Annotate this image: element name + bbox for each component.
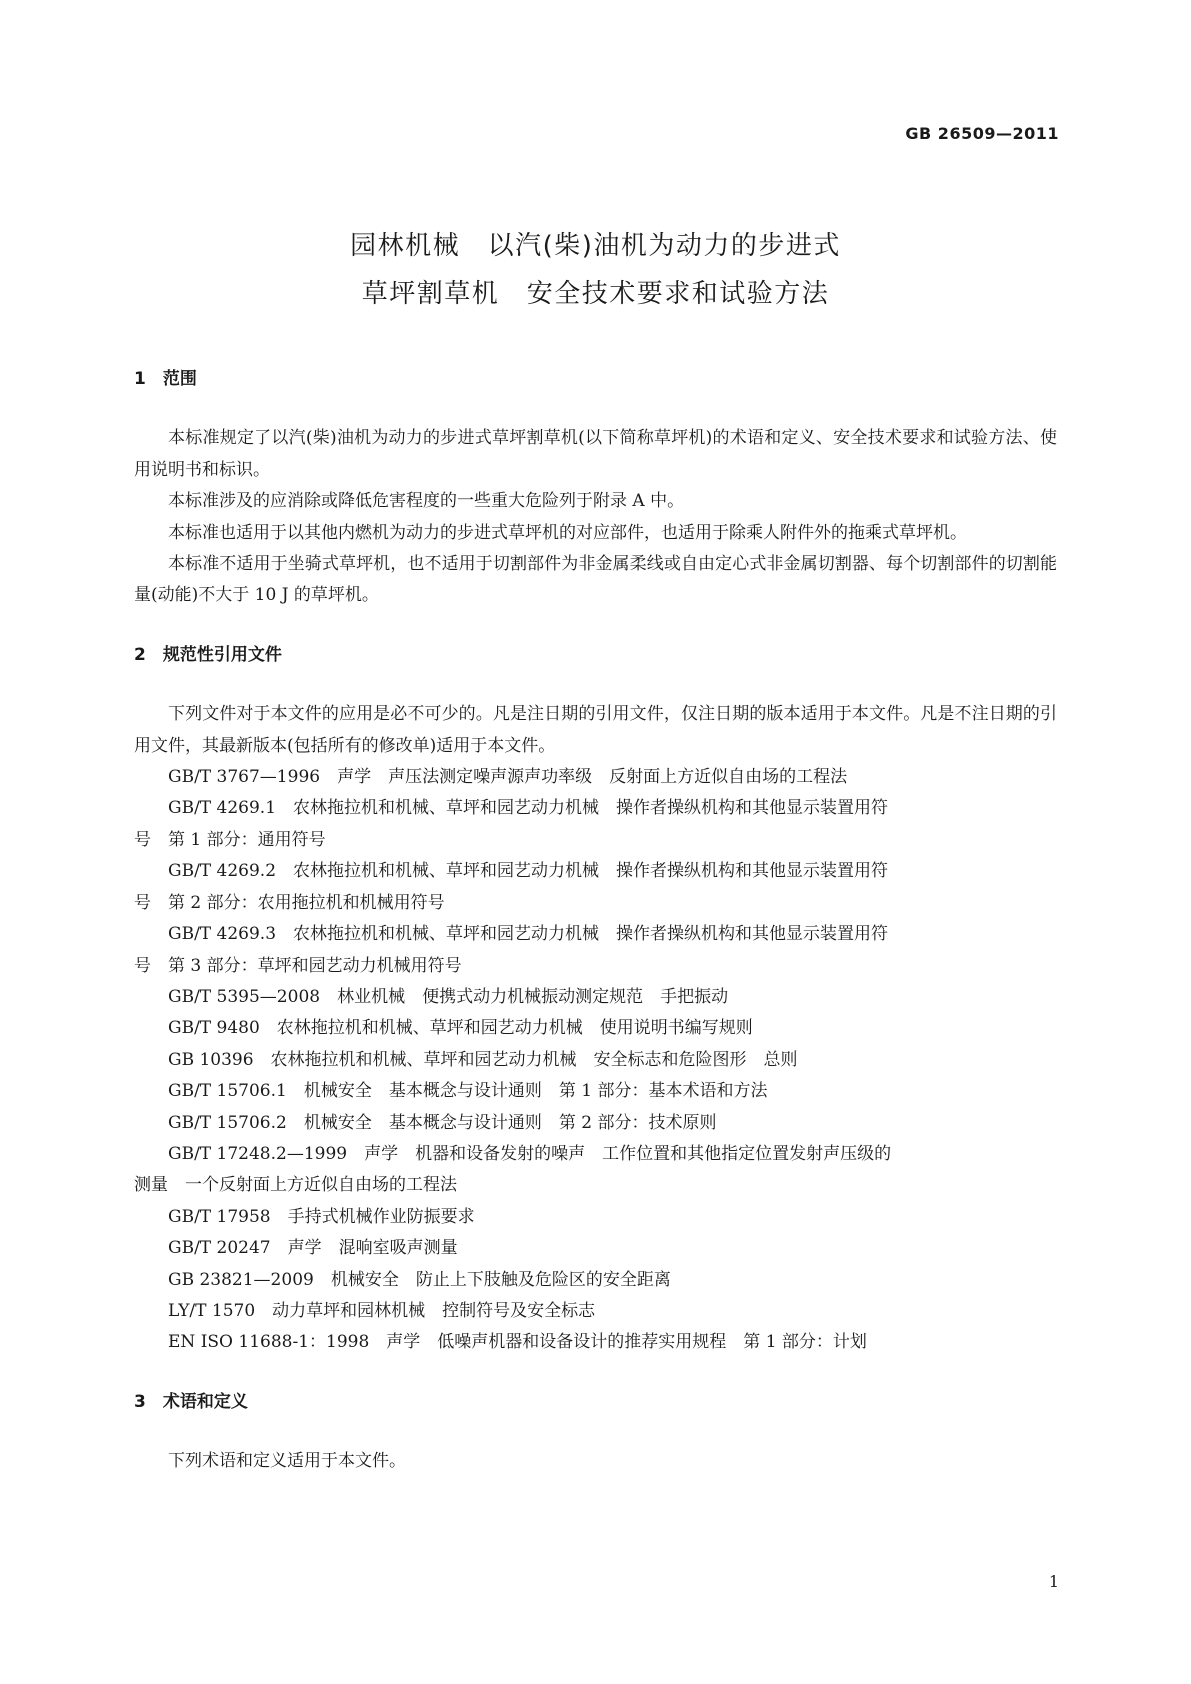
reference-item: GB/T 17248.2—1999 声学 机器和设备发射的噪声 工作位置和其他指定位置发射声压级的: [168, 1143, 892, 1164]
section-2-intro: 下列文件对于本文件的应用是必不可少的。凡是注日期的引用文件，仅注日期的版本适用于本文件。凡是不注日期的引用文件，其最新版本(包括所有的修改单)适用于本文件。: [134, 704, 1057, 756]
reference-item: GB/T 5395—2008 林业机械 便携式动力机械振动测定规范 手把振动: [168, 986, 729, 1007]
section-1-paragraph: 本标准也适用于以其他内燃机为动力的步进式草坪机的对应部件，也适用于除乘人附件外的拖乘式草坪机。: [168, 522, 967, 543]
standard-code: GB 26509—2011: [905, 124, 1059, 143]
section-2-heading: 2 规范性引用文件: [134, 644, 282, 665]
reference-item: GB/T 15706.1 机械安全 基本概念与设计通则 第 1 部分：基本术语和方法: [168, 1081, 768, 1102]
title-line-2: 草坪割草机 安全技术要求和试验方法: [361, 279, 830, 309]
section-3-heading: 3 术语和定义: [134, 1391, 248, 1412]
reference-item: GB/T 17958 手持式机械作业防振要求: [168, 1206, 475, 1227]
reference-item: GB/T 9480 农林拖拉机和机械、草坪和园艺动力机械 使用说明书编写规则: [168, 1018, 753, 1039]
reference-item: LY/T 1570 动力草坪和园林机械 控制符号及安全标志: [168, 1300, 596, 1321]
reference-item: GB/T 4269.2 农林拖拉机和机械、草坪和园艺动力机械 操作者操纵机构和其他显示装置用符: [168, 861, 889, 882]
reference-item: GB/T 3767—1996 声学 声压法测定噪声源声功率级 反射面上方近似自由场的工程法: [168, 767, 848, 788]
section-1-paragraph: 本标准涉及的应消除或降低危害程度的一些重大危险列于附录 A 中。: [168, 491, 685, 512]
section-3-intro: 下列术语和定义适用于本文件。: [168, 1451, 406, 1472]
reference-item: GB/T 15706.2 机械安全 基本概念与设计通则 第 2 部分：技术原则: [168, 1112, 717, 1133]
document-body: [134, 364, 1057, 1478]
section-1-paragraph: 本标准规定了以汽(柴)油机为动力的步进式草坪割草机(以下简称草坪机)的术语和定义、安全技术要求和试验方法、使用说明书和标识。: [134, 428, 1057, 480]
reference-item: GB 10396 农林拖拉机和机械、草坪和园艺动力机械 安全标志和危险图形 总则: [168, 1049, 798, 1070]
reference-item: EN ISO 11688-1：1998 声学 低噪声机器和设备设计的推荐实用规程 第 1 部分：计划: [168, 1332, 867, 1353]
title-line-1: 园林机械 以汽(柴)油机为动力的步进式: [350, 231, 841, 261]
reference-item: GB 23821—2009 机械安全 防止上下肢触及危险区的安全距离: [168, 1269, 671, 1290]
reference-list: [134, 762, 1057, 1359]
section-1-heading: 1 范围: [134, 369, 197, 389]
reference-item-continuation: 号 第 2 部分：农用拖拉机和机械用符号: [134, 892, 445, 913]
reference-item: GB/T 4269.3 农林拖拉机和机械、草坪和园艺动力机械 操作者操纵机构和其他显示装置用符: [168, 924, 889, 945]
reference-item-continuation: 号 第 1 部分：通用符号: [134, 829, 326, 850]
reference-item-continuation: 号 第 3 部分：草坪和园艺动力机械用符号: [134, 955, 462, 976]
reference-item-continuation: 测量 一个反射面上方近似自由场的工程法: [134, 1175, 457, 1196]
reference-item: GB/T 4269.1 农林拖拉机和机械、草坪和园艺动力机械 操作者操纵机构和其他显示装置用符: [168, 798, 889, 819]
section-1-paragraph: 本标准不适用于坐骑式草坪机，也不适用于切割部件为非金属柔线或自由定心式非金属切割器、每个切割部件的切割能量(动能)不大于 10 J 的草坪机。: [134, 554, 1057, 606]
page-number: 1: [1048, 1572, 1059, 1591]
reference-item: GB/T 20247 声学 混响室吸声测量: [168, 1238, 458, 1259]
document-title: [0, 222, 1191, 318]
